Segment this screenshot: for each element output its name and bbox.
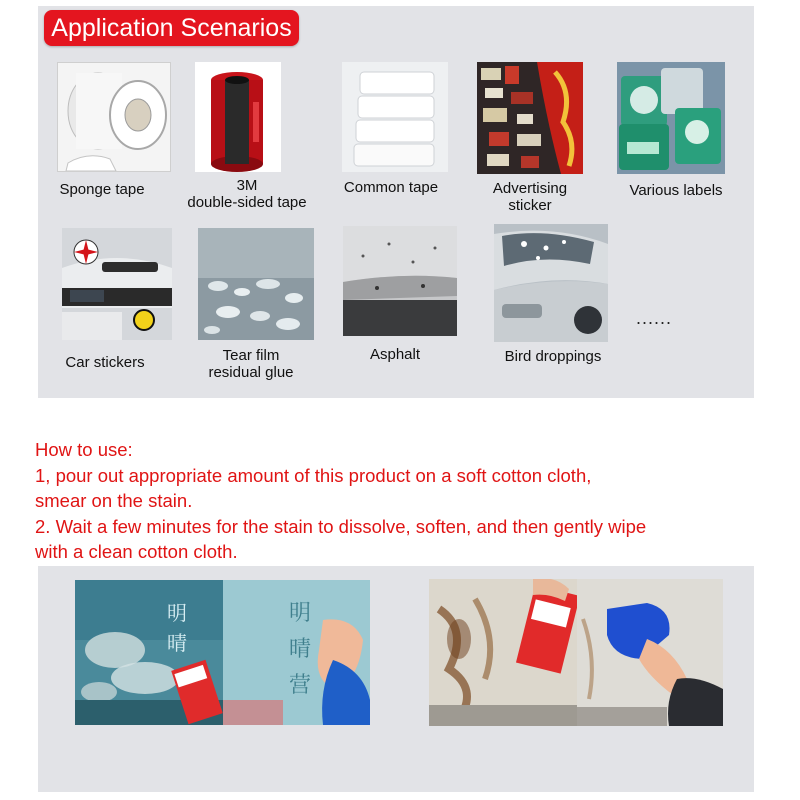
common-tape-image bbox=[342, 62, 448, 172]
more-scenarios-indicator: ...... bbox=[636, 308, 673, 328]
scenario-label: Common tape bbox=[343, 179, 439, 196]
sign-char: 晴 bbox=[289, 637, 312, 662]
spray-on-rust-demo-image bbox=[429, 579, 577, 726]
scenario-label: Sponge tape bbox=[59, 181, 145, 198]
sign-char: 明 bbox=[167, 601, 187, 625]
sponge-tape-image bbox=[57, 62, 171, 172]
instruction-line: with a clean cotton cloth. bbox=[35, 541, 238, 562]
3m-double-sided-tape-image bbox=[195, 62, 281, 172]
sign-char: 明 bbox=[289, 601, 312, 626]
sign-char: 晴 bbox=[167, 631, 187, 655]
asphalt-image bbox=[343, 226, 457, 336]
scenario-label: Various labels bbox=[629, 182, 723, 199]
instruction-line: 2. Wait a few minutes for the stain to dissolve, soften, and then gently wipe bbox=[35, 515, 647, 537]
car-stickers-image bbox=[62, 228, 172, 340]
scenario-label: Bird droppings bbox=[504, 348, 602, 365]
advertising-sticker-image bbox=[477, 62, 583, 174]
tear-film-residual-glue-image bbox=[198, 228, 314, 340]
scenario-label: Advertising sticker bbox=[492, 180, 568, 214]
instructions-heading: How to use: bbox=[35, 439, 133, 460]
bird-droppings-image bbox=[494, 224, 608, 342]
sign-char: 营 bbox=[289, 673, 312, 698]
instruction-line: smear on the stain. bbox=[35, 490, 193, 511]
scenario-label: Car stickers bbox=[65, 354, 145, 371]
how-to-use-instructions bbox=[35, 437, 775, 565]
spray-on-glass-demo-image bbox=[75, 580, 223, 725]
wipe-glass-demo-image bbox=[223, 580, 370, 725]
various-labels-image bbox=[617, 62, 725, 174]
wipe-rust-demo-image bbox=[577, 579, 723, 726]
scenario-label: Asphalt bbox=[369, 346, 421, 363]
instruction-line: 1, pour out appropriate amount of this product on a soft cotton cloth, bbox=[35, 464, 592, 486]
scenario-label: Tear film residual glue bbox=[208, 347, 294, 381]
application-scenarios-title: Application Scenarios bbox=[44, 10, 299, 46]
scenario-label: 3M double-sided tape bbox=[187, 177, 307, 211]
